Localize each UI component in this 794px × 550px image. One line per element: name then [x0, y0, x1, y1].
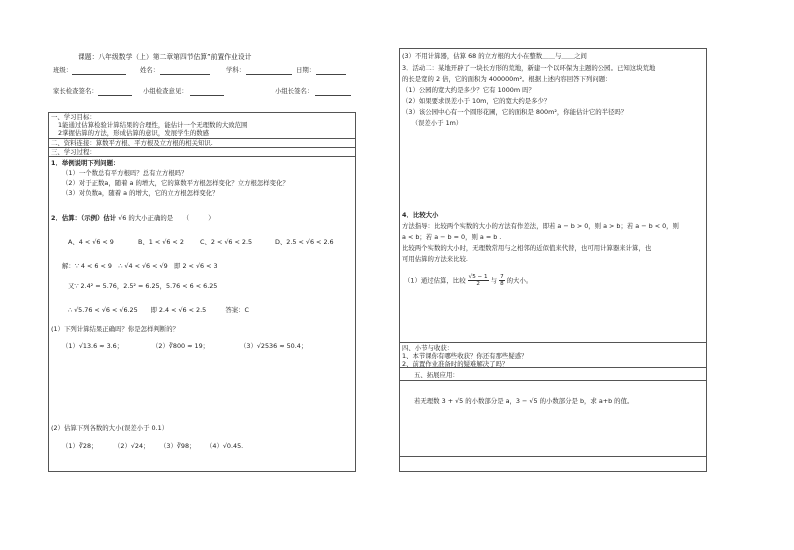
objective-item: 1能通过估算检验计算结果的合理性，能估计一个无理数的大致范围 [58, 121, 248, 129]
section-process-title: 三、学习过程： [51, 148, 96, 156]
question-3-title: (1）下列计算结果正确吗？你是怎样判断的？ [51, 325, 179, 333]
method-guide-line: 可用估算的方法来比较. [402, 255, 468, 263]
solution-line-1: 解：∵ 4 < 6 < 9 ∴ √4 < √6 < √9 即 2 < √6 < 3 [62, 262, 218, 270]
divider [399, 380, 707, 381]
question-3-item: （2）∛800 ≈ 19； [152, 342, 210, 350]
section-resources-title: 二、资料连接：算数平方根、平方根及立方根的相关知识. [51, 139, 213, 147]
fraction-numerator: 7 [500, 274, 504, 280]
question-1-title: 1．举例说明下列问题： [51, 159, 120, 167]
question-7-item-lead: （1）通过估算，比较 [404, 276, 466, 285]
question-3-item: （1）√13.6 ≈ 3.6； [62, 342, 124, 350]
class-field[interactable] [72, 74, 126, 75]
group-opinion-label: 小组检查意见： [143, 87, 188, 95]
objective-item: 2掌握估算的方法，形成估算的意识，发展学生的数感 [58, 129, 210, 137]
subject-field[interactable] [246, 74, 292, 75]
parent-signature-label: 家长检查签名： [53, 87, 98, 95]
question-7-item-mid: 与 [490, 276, 498, 285]
solution-line-2: 又∵ 2.4² = 5.76，2.5² = 6.25，5.76 < 6 < 6.25 [68, 282, 218, 290]
section-summary-title: 四、小节与收获： [402, 344, 454, 352]
fraction-denominator: 8 [500, 281, 504, 287]
question-6-line: 3．活动二：某地开辟了一块长方形的荒地，新建一个以环保为主题的公园。已知这块荒地 [402, 64, 656, 72]
group-leader-label: 小组长签名： [275, 87, 314, 95]
question-6-line: （3）该公园中心有一个圆形花圃，它的面积是 800m²，你能估计它的半径吗？ [402, 108, 628, 116]
question-4-item: （3）∛98； [160, 442, 196, 450]
summary-item: 2、前置作业准备时的疑难解决了吗？ [402, 360, 509, 368]
group-leader-field[interactable] [315, 95, 351, 96]
name-label: 姓名： [140, 66, 160, 74]
parent-signature-field[interactable] [98, 95, 132, 96]
method-guide-line: 比较两个实数的大小时，无理数常用与之相邻的近似值来代替，也可用计算器来计算，也 [402, 244, 652, 252]
fraction-sqrt5-minus-1-over-2 [468, 274, 489, 287]
divider [399, 456, 707, 457]
section-extension-title: 五、拓展应用： [414, 371, 459, 379]
question-5-line: (3）不用计算器，估算 68 的立方根的大小在整数＿＿与＿＿之间 [402, 52, 587, 60]
method-guide-line: a < b；若 a − b = 0，则 a = b . [402, 233, 502, 241]
question-2-tail: 的大小正确的是 （ ） [128, 214, 215, 222]
date-label: 日期： [296, 66, 316, 74]
fraction-7-over-8 [499, 274, 505, 287]
question-7-title: 4．比较大小 [402, 211, 439, 219]
question-4-item: （4）√0.45. [206, 442, 244, 450]
option-c[interactable]: C、2 < √6 < 2.5 [200, 238, 253, 246]
subject-label: 学科： [226, 66, 246, 74]
page-title: 课题：八年级数学（上）第二章第四节估算”前置作业设计 [78, 53, 252, 61]
name-field[interactable] [160, 74, 210, 75]
summary-item: 1、本节课你有哪些收获？你还有那些疑惑？ [402, 352, 528, 360]
question-4-item: （2）√24； [114, 442, 150, 450]
question-4-item: （1）∛28； [62, 442, 98, 450]
solution-line-3: ∴ √5.76 < √6 < √6.25 即 2.4 < √6 < 2.5 答案：C [68, 306, 249, 314]
question-2-title [51, 214, 215, 222]
section-objectives-title: 一、学习目标： [51, 113, 96, 121]
class-label: 班级： [53, 66, 73, 74]
question-6-line: 的长是宽的 2 倍，它的面积为 400000m²。根据上述内容回答下列问题： [402, 75, 612, 83]
divider [399, 342, 707, 343]
question-3-item: （3）√2536 ≈ 50.4； [240, 342, 308, 350]
question-7-item-tail: 的大小。 [506, 276, 533, 285]
date-field[interactable] [316, 74, 346, 75]
group-opinion-field[interactable] [190, 95, 224, 96]
question-6-line: （2）如果要求误差小于 10m，它的宽大约是多少？ [402, 97, 551, 105]
question-6-line: （误差小于 1m） [402, 119, 463, 127]
extension-problem: 若无理数 3 + √5 的小数部分是 a，3 − √5 的小数部分是 b，求 a+b 的值。 [414, 397, 634, 405]
option-a[interactable]: A、4 < √6 < 9 [68, 238, 114, 246]
fraction-denominator: 2 [476, 281, 480, 287]
question-2-lead: 2．估算：（示例）估计 [51, 214, 117, 222]
fraction-numerator: √5 − 1 [468, 274, 488, 280]
question-6-line: （1）公园的宽大约是多少？它有 1000m 吗？ [402, 86, 535, 94]
question-1-item: （2）对于正数a，随着 a 的增大，它的算数平方根怎样变化？立方根怎样变化？ [62, 179, 289, 187]
option-d[interactable]: D、2.5 < √6 < 2.6 [275, 238, 334, 246]
method-guide-line: 方法指导：比较两个实数的大小的方法有作差法，即若 a − b > 0，则 a > b；若 a − b < 0，则 [402, 222, 679, 230]
sqrt-6-expression: √6 [118, 214, 127, 222]
option-b[interactable]: B、1 < √6 < 2 [138, 238, 184, 246]
divider [48, 156, 356, 157]
question-1-item: （3）对负数a，随着 a 的增大，它的立方根怎样变化？ [62, 189, 219, 197]
question-7-item [404, 274, 532, 287]
question-4-title: (2）估算下列各数的大小(误差小于 0.1） [51, 424, 169, 432]
question-1-item: （1）一个数总有平方根吗？总有立方根吗？ [62, 169, 188, 177]
